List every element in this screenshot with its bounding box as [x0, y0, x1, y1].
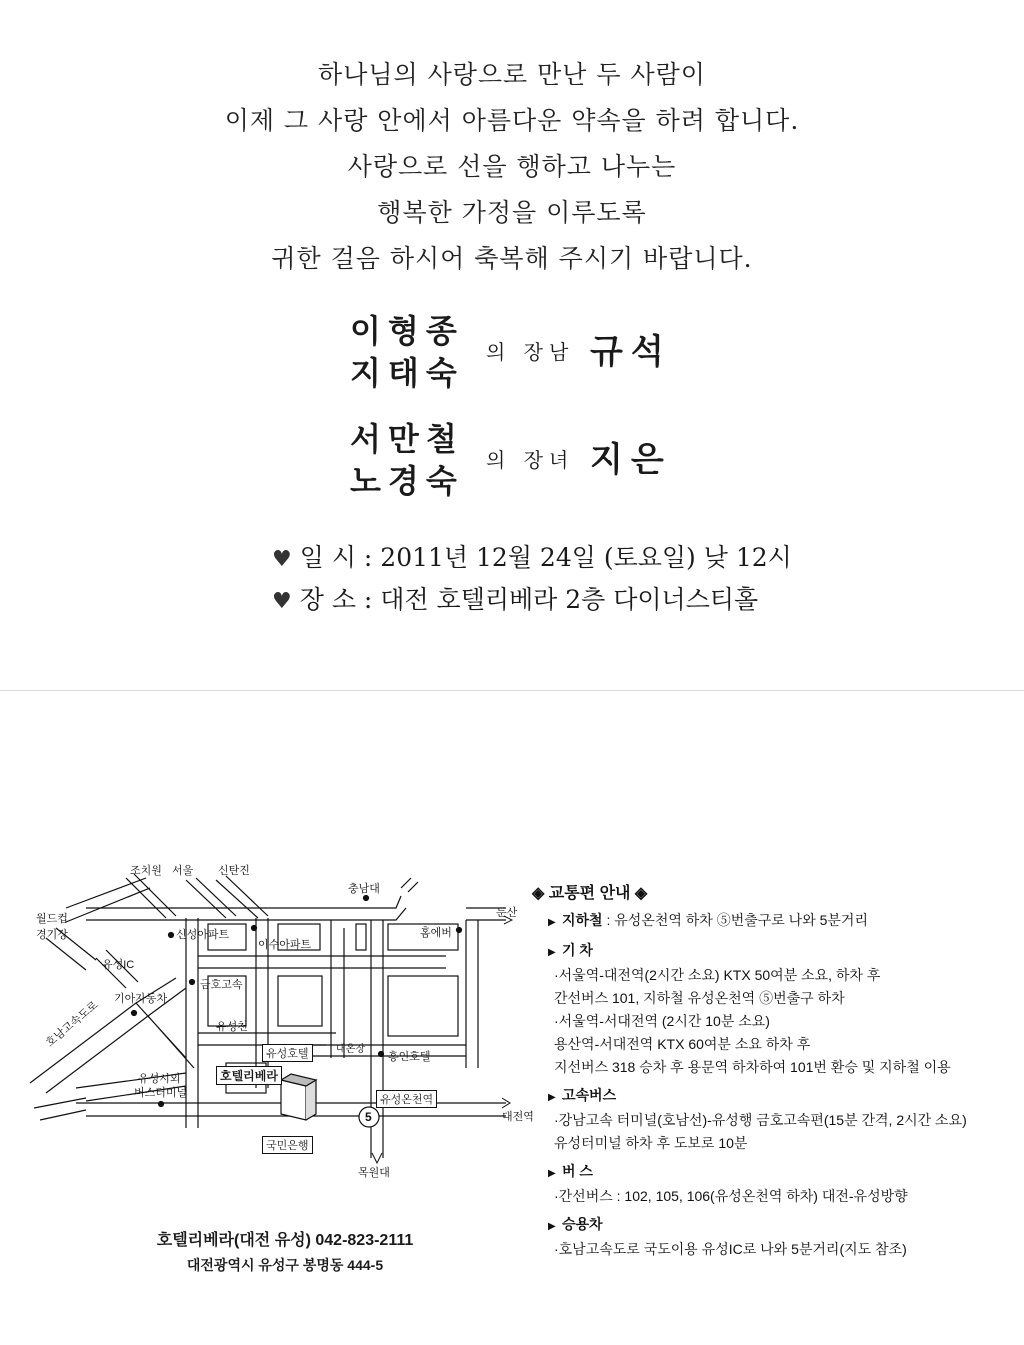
date-text: 일 시 : 2011년 12월 24일 (토요일) 낮 12시 — [299, 543, 792, 572]
fold-line — [0, 690, 1024, 691]
bride-father: 서만철 — [350, 420, 464, 458]
map-label-stadium: 경기장 — [36, 929, 68, 941]
invitation-poem — [0, 52, 1024, 282]
groom-family — [350, 310, 710, 394]
transit-head: 기 차 — [562, 942, 593, 958]
heart-icon: ♥ — [272, 589, 292, 614]
arrow-icon: ▶ — [548, 1221, 556, 1232]
groom-relation: 의 장남 — [486, 340, 575, 364]
map-exit-5: 5 — [365, 1110, 372, 1124]
map-label-expressway: 호남고속도로 — [43, 999, 101, 1050]
transit-bus — [532, 1160, 1002, 1208]
map-label-chungnamdae: 충남대 — [348, 883, 380, 895]
map-label-kia: 기아자동차 — [114, 993, 168, 1005]
transit-line: 지선버스 318 승차 후 용문역 하차하여 101번 환승 및 지하철 이용 — [554, 1059, 951, 1075]
transit-line: ·강남고속 터미널(호남선)-유성행 금호고속편(15분 간격, 2시간 소요) — [554, 1112, 967, 1128]
poem-line: 귀한 걸음 하시어 축복해 주시기 바랍니다. — [271, 244, 753, 273]
transit-train — [532, 939, 1002, 1079]
map-label-terminal-2: 버스터미널 — [134, 1087, 188, 1099]
map-label-isu-apt: 이수아파트 — [258, 939, 312, 951]
map-label-worldcup: 월드컵 — [36, 913, 68, 925]
heart-icon: ♥ — [272, 547, 292, 572]
bride-parents — [350, 418, 464, 502]
transit-line: 간선버스 101, 지하철 유성온천역 ⑤번출구 하차 — [554, 990, 845, 1006]
map-label-daejeon-station: 대전역 — [502, 1111, 534, 1123]
map-label-terminal-1: 유성시외 — [138, 1073, 181, 1085]
poem-line: 이제 그 사랑 안에서 아름다운 약속을 하려 합니다. — [224, 106, 800, 135]
map-label-sintanjin: 신탄진 — [218, 865, 250, 877]
transit-line: ·서울역-대전역(2시간 소요) KTX 50여분 소요, 하차 후 — [554, 967, 881, 983]
map-label-homeplus: 홈에버 — [420, 927, 452, 939]
arrow-icon: ▶ — [548, 917, 556, 928]
transit-line: ·서울역-서대전역 (2시간 10분 소요) — [554, 1013, 770, 1029]
arrow-icon: ▶ — [548, 1168, 556, 1179]
transit-line: 용산역-서대전역 KTX 60여분 소요 하차 후 — [554, 1036, 811, 1052]
map-label-yuseongcheon: 유성천 — [216, 1021, 248, 1033]
transit-head: 지하철 — [562, 912, 603, 928]
poem-line: 사랑으로 선을 행하고 나누는 — [347, 152, 677, 181]
map-label-hongin-hotel: 홍인호텔 — [388, 1051, 431, 1063]
transit-head-text: : 유성온천역 하차 ⑤번출구로 나와 5분거리 — [602, 912, 868, 928]
map-label-seoul: 서울 — [172, 865, 194, 877]
hotel-address: 대전광역시 유성구 봉명동 444-5 — [186, 1257, 384, 1273]
transit-line: ·호남고속도로 국도이용 유성IC로 나와 5분거리(지도 참조) — [554, 1241, 907, 1257]
transit-line: ·간선버스 : 102, 105, 106(유성온천역 하차) 대전-유성방향 — [554, 1188, 908, 1204]
bride-mother: 노경숙 — [350, 462, 464, 500]
bride-family — [350, 418, 710, 502]
map-label-hotel: 호텔리베라 — [216, 1066, 282, 1085]
hotel-phone: 호텔리베라(대전 유성) 042-823-2111 — [156, 1232, 414, 1249]
map-label-mokwondae: 목원대 — [358, 1167, 390, 1179]
location-map — [26, 858, 534, 1188]
transit-express-bus — [532, 1084, 1002, 1155]
arrow-icon: ▶ — [548, 947, 556, 958]
map-label-bank: 국민은행 — [262, 1136, 313, 1154]
transit-line: 유성터미널 하차 후 도보로 10분 — [554, 1135, 748, 1151]
wedding-date — [272, 540, 792, 578]
map-label-station: 유성온천역 — [376, 1090, 437, 1108]
groom-parents — [350, 310, 464, 394]
map-label-kumho-bus: 금호고속 — [200, 979, 243, 991]
transit-guide — [532, 880, 1002, 1261]
map-label-daeonjang: 대온장 — [336, 1044, 365, 1055]
bride-relation: 의 장녀 — [486, 448, 575, 472]
transit-head: 버 스 — [562, 1163, 593, 1179]
poem-line: 행복한 가정을 이루도록 — [377, 198, 647, 227]
bride-name: 지은 — [590, 440, 672, 480]
map-label-sinseong-apt: 신성아파트 — [176, 929, 230, 941]
map-label-jochiwon: 조치원 — [130, 865, 162, 877]
poem-line: 하나님의 사랑으로 만난 두 사람이 — [318, 60, 706, 89]
transit-car — [532, 1213, 1002, 1261]
transit-head: 고속버스 — [562, 1087, 617, 1103]
hotel-contact — [120, 1228, 450, 1276]
transit-subway — [532, 909, 1002, 934]
map-label-yuseong-ic: 유성IC — [102, 959, 135, 971]
place-text: 장 소 : 대전 호텔리베라 2층 다이너스티홀 — [299, 585, 759, 614]
transit-title: ◈ 교통편 안내 ◈ — [532, 885, 648, 902]
map-label-dunsan: 둔산 — [496, 907, 518, 919]
transit-head: 승용차 — [562, 1216, 603, 1232]
groom-mother: 지태숙 — [350, 354, 464, 392]
arrow-icon: ▶ — [548, 1092, 556, 1103]
wedding-place — [272, 582, 758, 620]
map-label-yuseong-hotel: 유성호텔 — [262, 1044, 313, 1062]
groom-name: 규석 — [590, 332, 672, 372]
groom-father: 이형종 — [350, 312, 464, 350]
